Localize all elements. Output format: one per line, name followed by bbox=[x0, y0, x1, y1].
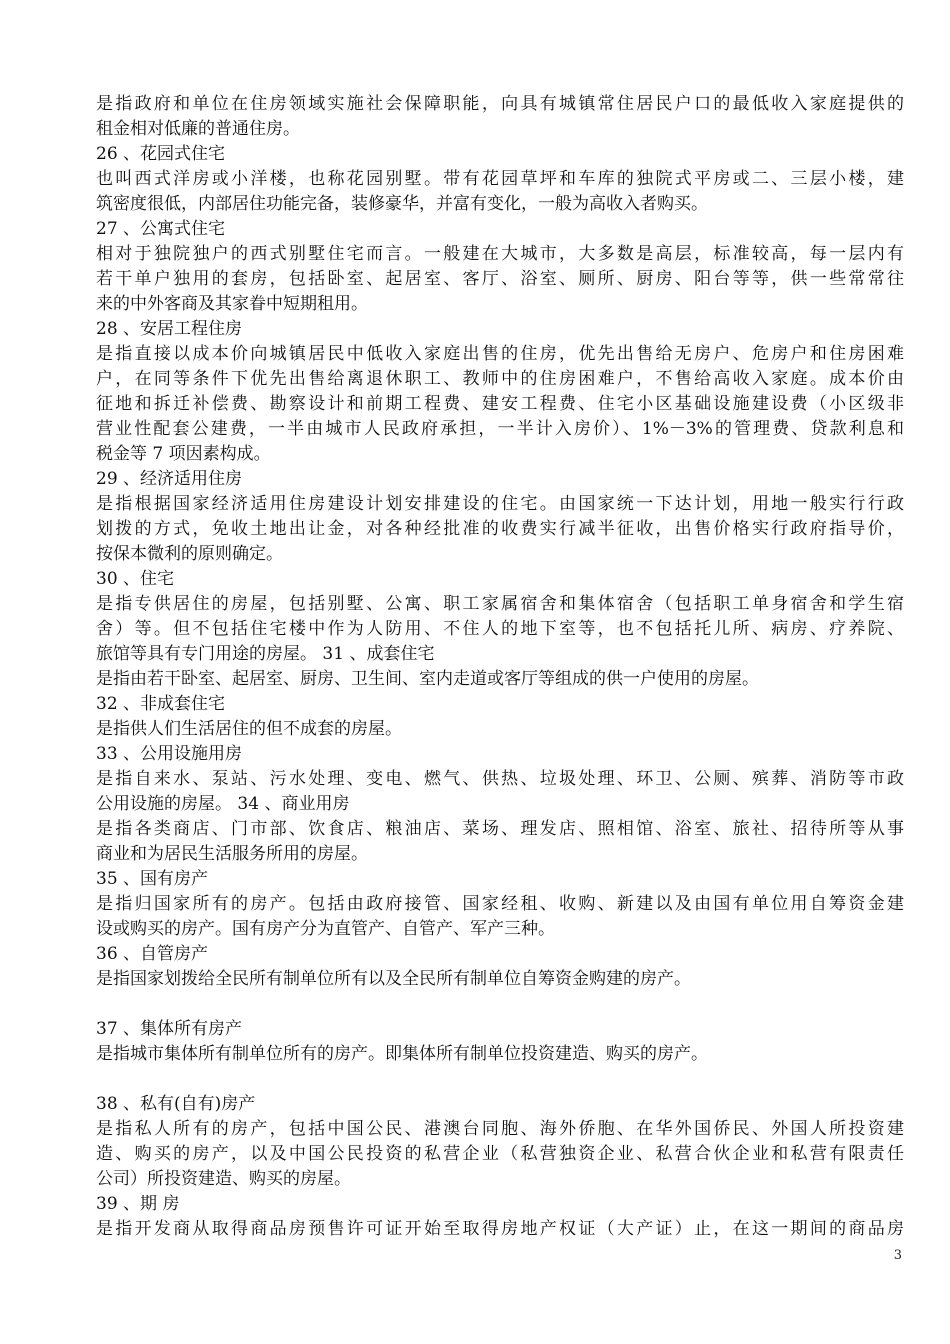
text-line: 户，在同等条件下优先出售给离退休职工、教师中的住房困难户，不售给高收入家庭。成本价由 bbox=[96, 369, 904, 389]
blank-line bbox=[96, 992, 904, 1017]
section-heading: 35 、国有房产 bbox=[96, 869, 209, 889]
text-line: 营业性配套公建费，一半由城市人民政府承担，一半计入房价）、1%－3%的管理费、贷款利息和 bbox=[96, 419, 904, 439]
section-heading: 33 、公用设施用房 bbox=[96, 744, 243, 764]
text-line: 是指政府和单位在住房领域实施社会保障职能，向具有城镇常住居民户口的最低收入家庭提供的 bbox=[96, 94, 904, 114]
text-line: 是指由若干卧室、起居室、厨房、卫生间、室内走道或客厅等组成的供一户使用的房屋。 bbox=[96, 669, 759, 689]
text-line: 公用设施的房屋。 34 、商业用房 bbox=[96, 794, 350, 814]
text-line: 是指根据国家经济适用住房建设计划安排建设的住宅。由国家统一下达计划，用地一般实行行政 bbox=[96, 494, 904, 514]
text-line: 舍）等。但不包括住宅楼中作为人防用、不住人的地下室等，也不包括托儿所、病房、疗养院、 bbox=[96, 619, 904, 639]
text-line: 是指私人所有的房产，包括中国公民、港澳台同胞、海外侨胞、在华外国侨民、外国人所投资建 bbox=[96, 1119, 904, 1139]
text-line: 是指供人们生活居住的但不成套的房屋。 bbox=[96, 719, 402, 739]
text-line: 是指国家划拨给全民所有制单位所有以及全民所有制单位自筹资金购建的房产。 bbox=[96, 969, 691, 989]
text-line: 征地和拆迁补偿费、勘察设计和前期工程费、建安工程费、住宅小区基础设施建设费（小区级非 bbox=[96, 394, 904, 414]
blank-line bbox=[96, 1067, 904, 1092]
section-heading: 39 、期 房 bbox=[96, 1194, 180, 1214]
text-line: 也叫西式洋房或小洋楼，也称花园别墅。带有花园草坪和车库的独院式平房或二、三层小楼，建 bbox=[96, 169, 904, 189]
text-line: 是指各类商店、门市部、饮食店、粮油店、菜场、理发店、照相馆、浴室、旅社、招待所等从事 bbox=[96, 819, 904, 839]
text-line: 租金相对低廉的普通住房。 bbox=[96, 119, 300, 139]
page-number: 3 bbox=[893, 1248, 902, 1263]
text-line: 是指开发商从取得商品房预售许可证开始至取得房地产权证（大产证）止，在这一期间的商品房 bbox=[96, 1219, 904, 1239]
text-line: 设或购买的房产。国有房产分为直管产、自管产、军产三种。 bbox=[96, 919, 555, 939]
text-line: 旅馆等具有专门用途的房屋。 31 、成套住宅 bbox=[96, 644, 435, 664]
text-line: 公司）所投资建造、购买的房屋。 bbox=[96, 1169, 351, 1189]
text-line: 来的中外客商及其家眷中短期租用。 bbox=[96, 294, 368, 314]
section-heading: 30 、住宅 bbox=[96, 569, 175, 589]
text-line: 是指直接以成本价向城镇居民中低收入家庭出售的住房，优先出售给无房户、危房户和住房困难 bbox=[96, 344, 904, 364]
section-heading: 27 、公寓式住宅 bbox=[96, 219, 226, 239]
text-line: 是指专供居住的房屋，包括别墅、公寓、职工家属宿舍和集体宿舍（包括职工单身宿舍和学生宿 bbox=[96, 594, 904, 614]
text-line: 是指归国家所有的房产。包括由政府接管、国家经租、收购、新建以及由国有单位用自筹资金建 bbox=[96, 894, 904, 914]
document-body bbox=[96, 92, 904, 1242]
section-heading: 32 、非成套住宅 bbox=[96, 694, 226, 714]
text-line: 商业和为居民生活服务所用的房屋。 bbox=[96, 844, 368, 864]
text-line: 造、购买的房产，以及中国公民投资的私营企业（私营独资企业、私营合伙企业和私营有限责任 bbox=[96, 1144, 904, 1164]
text-line: 若干单户独用的套房，包括卧室、起居室、客厅、浴室、厕所、厨房、阳台等等，供一些常常往 bbox=[96, 269, 904, 289]
text-line: 划拨的方式，免收土地出让金，对各种经批准的收费实行减半征收，出售价格实行政府指导价， bbox=[96, 519, 904, 539]
text-line: 是指城市集体所有制单位所有的房产。即集体所有制单位投资建造、购买的房产。 bbox=[96, 1044, 708, 1064]
section-heading: 37 、集体所有房产 bbox=[96, 1019, 243, 1039]
section-heading: 28 、安居工程住房 bbox=[96, 319, 243, 339]
text-line: 筑密度很低，内部居住功能完备，装修豪华，并富有变化，一般为高收入者购买。 bbox=[96, 194, 708, 214]
text-line: 税金等 7 项因素构成。 bbox=[96, 444, 271, 464]
section-heading: 26 、花园式住宅 bbox=[96, 144, 226, 164]
text-line: 是指自来水、泵站、污水处理、变电、燃气、供热、垃圾处理、环卫、公厕、殡葬、消防等市政 bbox=[96, 769, 904, 789]
text-line: 按保本微利的原则确定。 bbox=[96, 544, 283, 564]
section-heading: 29 、经济适用住房 bbox=[96, 469, 243, 489]
text-line: 相对于独院独户的西式别墅住宅而言。一般建在大城市，大多数是高层，标准较高，每一层内有 bbox=[96, 244, 904, 264]
section-heading: 38 、私有(自有)房产 bbox=[96, 1094, 256, 1114]
section-heading: 36 、自管房产 bbox=[96, 944, 209, 964]
